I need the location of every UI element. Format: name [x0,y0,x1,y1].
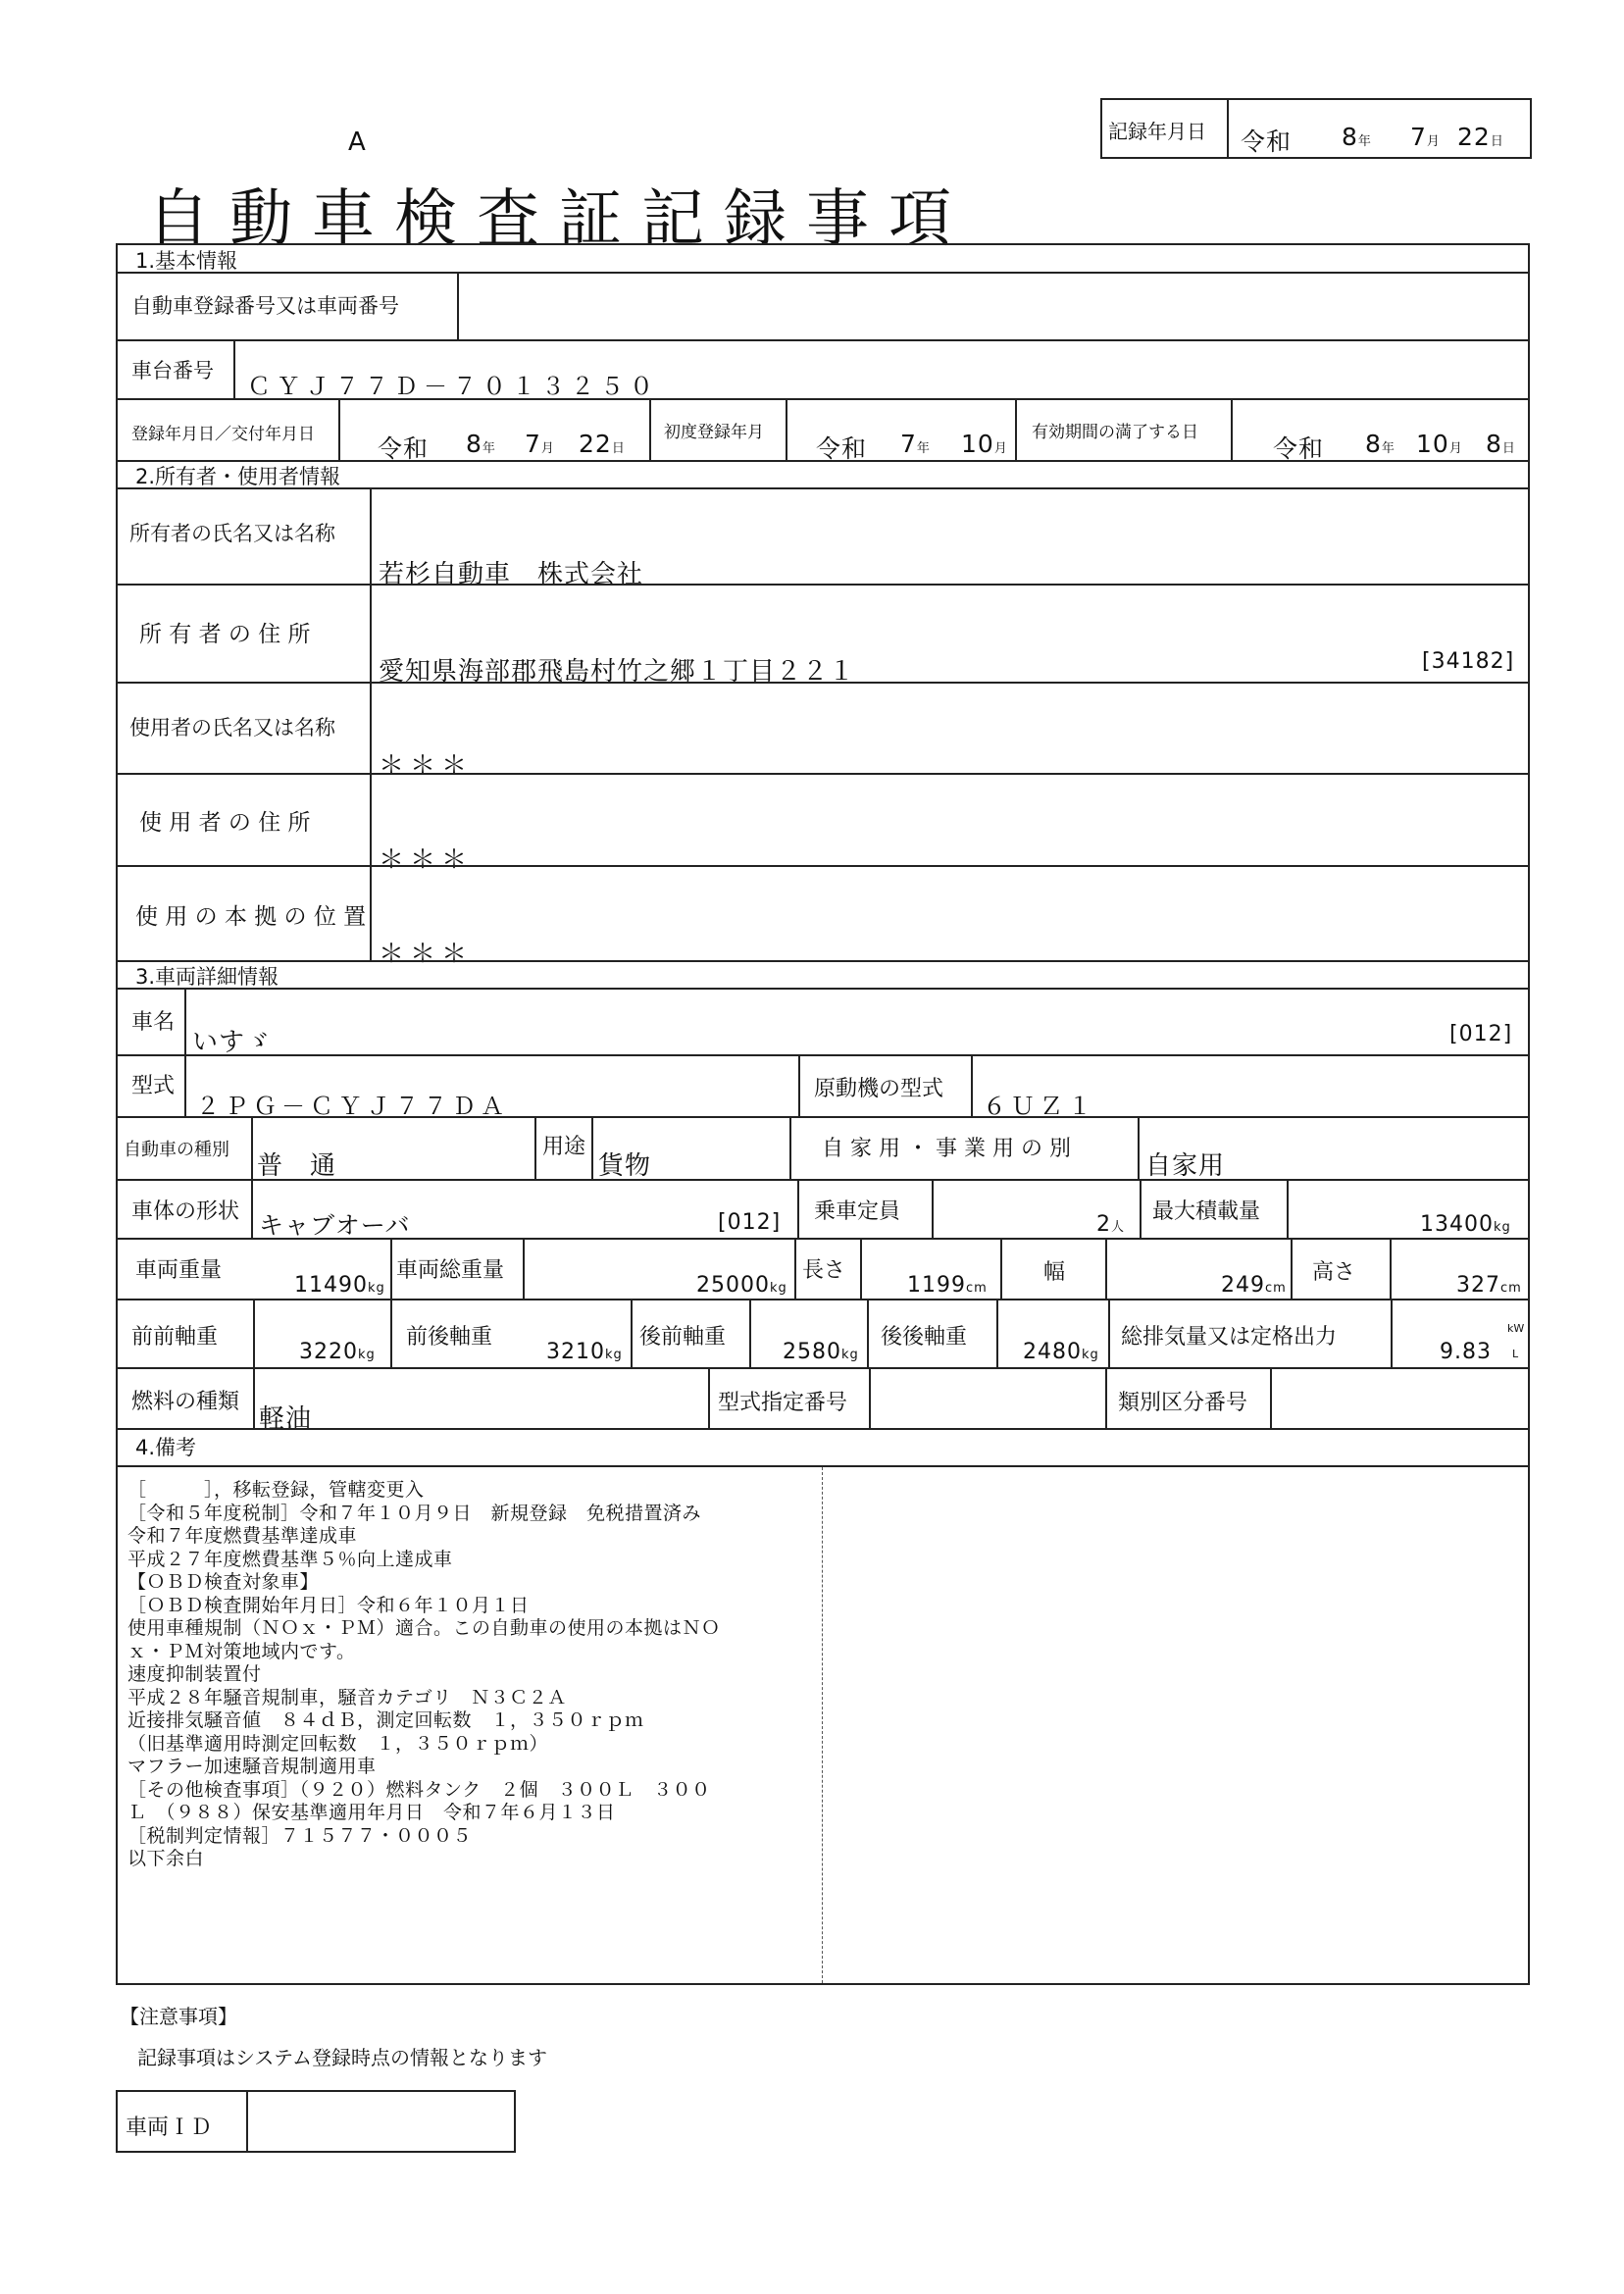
fuel-value: 軽油 [259,1404,313,1434]
weight-label: 車両重量 [135,1258,223,1283]
displacement-label: 総排気量又は定格出力 [1121,1325,1338,1350]
record-date-year: 8年 [1342,123,1372,151]
chassis-value: ＣＹＪ７７Ｄ－７０１３２５０ [247,373,659,400]
fuel-label: 燃料の種類 [131,1390,240,1414]
kind-value: 普 通 [257,1151,337,1181]
remarks-line: 使用車種規制（ＮＯｘ・ＰＭ）適合。この自動車の使用の本拠はＮＯ [127,1617,721,1639]
engine-value: ６ＵＺ１ [983,1093,1096,1120]
engine-label: 原動機の型式 [814,1077,944,1101]
notice-text: 記録事項はシステム登録時点の情報となります [137,2046,547,2069]
ff-axle-label: 前前軸重 [131,1325,219,1350]
length-label: 長さ [802,1258,846,1283]
reg-date-day: 22日 [579,430,626,458]
remarks-line: 平成２８年騒音規制車，騒音カテゴリ Ｎ３Ｃ２Ａ [127,1686,567,1708]
expiry-year: 8年 [1365,430,1396,458]
reg-date-year: 8年 [466,430,496,458]
vehicle-name-value: いすゞ [192,1028,273,1057]
remarks-line: ｘ・ＰＭ対策地域内です。 [127,1640,356,1662]
expiry-label: 有効期間の満了する日 [1032,423,1198,442]
width-label: 幅 [1043,1260,1066,1285]
record-date-era: 令和 [1241,127,1293,156]
use-label: 用途 [542,1135,586,1159]
weight-value: 11490kg [294,1273,385,1298]
expiry-day: 8日 [1486,430,1516,458]
user-addr-label: 使 用 者 の 住 所 [139,810,311,836]
reg-date-month: 7月 [525,430,555,458]
section-basic-heading: 1.基本情報 [135,249,238,273]
capacity-value: 2人 [1096,1212,1126,1237]
first-reg-era: 令和 [816,434,868,463]
fr-axle-value: 3210kg [546,1340,623,1364]
gross-value: 25000kg [696,1273,787,1298]
displacement-unit-l: L [1512,1348,1519,1360]
vehicle-name-label: 車名 [131,1010,176,1035]
first-reg-year: 7年 [900,430,931,458]
height-label: 高さ [1312,1260,1356,1285]
height-value: 327cm [1456,1273,1522,1298]
remarks-line: 以下余白 [127,1848,205,1869]
remarks-line: ［ ］，移転登録，管轄変更入 [127,1479,425,1501]
remarks-line: （旧基準適用時測定回転数 １，３５０ｒｐｍ） [127,1732,549,1755]
rr-axle-label: 後後軸重 [881,1325,968,1350]
record-date-month: 7月 [1410,123,1441,151]
expiry-era: 令和 [1273,434,1325,463]
max-load-value: 13400kg [1420,1212,1511,1237]
reg-date-era: 令和 [378,434,430,463]
remarks-divider [822,1467,823,1983]
length-value: 1199cm [907,1273,988,1298]
width-value: 249cm [1221,1273,1287,1298]
remarks-line: 近接排気騒音値 ８４ｄＢ，測定回転数 １，３５０ｒｐｍ [127,1709,644,1731]
remarks-line: ［その他検査事項］（９２０）燃料タンク ２個 ３００Ｌ ３００ [127,1778,711,1801]
owner-name-label: 所有者の氏名又は名称 [129,522,335,545]
gross-label: 車両総重量 [396,1258,505,1283]
rf-axle-label: 後前軸重 [639,1325,727,1350]
user-addr-value: ＊＊＊ [379,845,474,875]
remarks-line: 平成２７年度燃費基準５％向上達成車 [127,1548,453,1570]
reg-number-label: 自動車登録番号又は車両番号 [131,294,399,318]
record-date-day: 22日 [1457,123,1504,151]
expiry-month: 10月 [1416,430,1463,458]
user-name-label: 使用者の氏名又は名称 [129,716,335,739]
form-letter: A [348,127,366,157]
body-code: [012] [718,1210,782,1235]
fr-axle-label: 前後軸重 [406,1325,493,1350]
remarks-line: マフラー加速騒音規制適用車 [127,1756,377,1777]
vehicle-name-code: [012] [1449,1022,1513,1046]
model-label: 型式 [131,1074,176,1098]
remarks-text [127,1479,721,1871]
notice-heading: 【注意事項】 [120,2005,237,2028]
remarks-line: ［ＯＢＤ検査開始年月日］令和６年１０月１日 [127,1594,530,1616]
first-reg-label: 初度登録年月 [664,423,764,442]
owner-addr-value: 愛知県海部郡飛島村竹之郷１丁目２２１ [379,657,856,687]
first-reg-month: 10月 [961,430,1008,458]
remarks-line: ［令和５年度税制］令和７年１０月９日 新規登録 免税措置済み [127,1502,702,1524]
base-value: ＊＊＊ [379,940,474,969]
type-designation-label: 型式指定番号 [718,1391,848,1415]
remarks-line: 令和７年度燃費基準達成車 [127,1525,358,1547]
category-label: 類別区分番号 [1118,1391,1248,1415]
owner-name-value: 若杉自動車 株式会社 [379,560,644,589]
private-label: 自 家 用 ・ 事 業 用 の 別 [822,1137,1071,1161]
private-value: 自家用 [1145,1151,1226,1181]
base-label: 使 用 の 本 拠 の 位 置 [135,904,367,930]
section-vehicle-heading: 3.車両詳細情報 [135,965,279,989]
remarks-line: Ｌ （９８８）保安基準適用年月日 令和７年６月１３日 [127,1802,616,1823]
reg-date-label: 登録年月日／交付年月日 [131,425,315,444]
capacity-label: 乗車定員 [814,1199,901,1224]
owner-addr-label: 所 有 者 の 住 所 [139,622,311,647]
max-load-label: 最大積載量 [1152,1199,1261,1224]
record-date-label: 記録年月日 [1108,120,1206,143]
remarks-line: 速度抑制装置付 [127,1663,262,1685]
rr-axle-value: 2480kg [1023,1340,1099,1364]
body-value: キャブオーバ [259,1211,411,1240]
section-remarks-heading: 4.備考 [135,1436,197,1459]
displacement-value: 9.83 [1440,1340,1492,1364]
body-label: 車体の形状 [131,1199,240,1224]
vehicle-id-label: 車両ＩＤ [126,2116,213,2140]
rf-axle-value: 2580kg [783,1340,859,1364]
remarks-line: 【ＯＢＤ検査対象車】 [127,1571,320,1593]
remarks-line: ［税制判定情報］７１５７７・０００５ [127,1824,473,1847]
displacement-unit-kw: kW [1507,1322,1525,1335]
chassis-label: 車台番号 [131,359,214,382]
user-name-value: ＊＊＊ [379,751,474,781]
kind-label: 自動車の種別 [124,1140,229,1160]
ff-axle-value: 3220kg [299,1340,376,1364]
use-value: 貨物 [598,1151,652,1181]
section-owner-heading: 2.所有者・使用者情報 [135,465,341,488]
owner-addr-code: [34182] [1422,649,1515,674]
model-value: ２ＰＧ－ＣＹＪ７７ＤＡ [196,1093,509,1120]
document-title: 自動車検査証記録事項 [147,183,971,256]
